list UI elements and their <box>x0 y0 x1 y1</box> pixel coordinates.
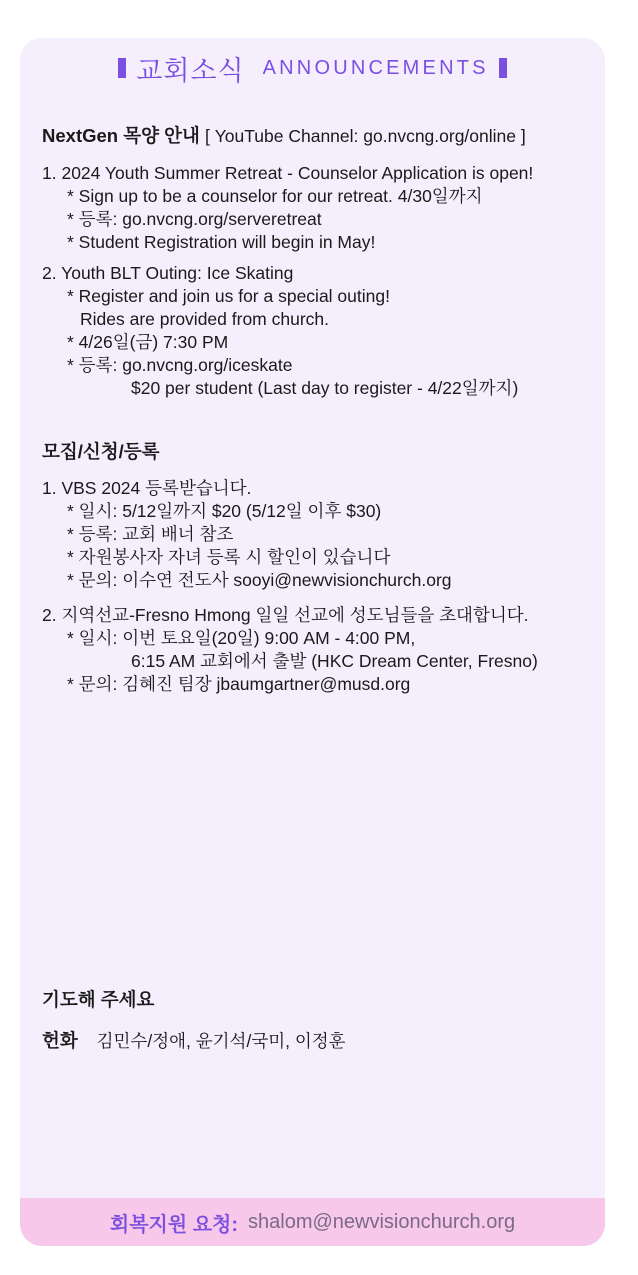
header-left-bar <box>118 58 126 78</box>
youtube-channel: [ YouTube Channel: go.nvcng.org/online ] <box>204 126 526 146</box>
nextgen-item-2-sub-2: Rides are provided from church. <box>80 309 329 329</box>
header-title-ko: 교회소식 <box>136 55 245 86</box>
header-title-en: ANNOUNCEMENTS <box>262 56 489 79</box>
nextgen-item-2: 2. Youth BLT Outing: Ice Skating <box>42 263 294 283</box>
recovery-support-label: 회복지원 요청: <box>109 1213 239 1236</box>
recovery-support-email[interactable]: shalom@newvisionchurch.org <box>248 1210 516 1233</box>
offering-label: 헌화 <box>42 1030 78 1051</box>
recruit-item-1-sub-3: * 자원봉사자 자녀 등록 시 할인이 있습니다 <box>67 547 391 567</box>
header-right-bar <box>499 58 507 78</box>
nextgen-item-2-sub-4: * 등록: go.nvcng.org/iceskate <box>67 355 293 375</box>
recruit-item-1-sub-1: * 일시: 5/12일까지 $20 (5/12일 이후 $30) <box>67 501 382 521</box>
prayer-title: 기도해 주세요 <box>42 989 155 1010</box>
announcements-content <box>42 124 602 1053</box>
nextgen-item-1-sub-3: * Student Registration will begin in May! <box>67 232 376 252</box>
announcements-card <box>20 38 605 1246</box>
recruit-item-1: 1. VBS 2024 등록받습니다. <box>42 478 252 498</box>
recruit-title: 모집/신청/등록 <box>42 441 160 462</box>
nextgen-item-1-sub-1: * Sign up to be a counselor for our retreat. 4/30일까지 <box>67 186 483 206</box>
recruit-section <box>42 440 602 696</box>
recruit-item-2-sub-2: 6:15 AM 교회에서 출발 (HKC Dream Center, Fresno) <box>131 651 538 671</box>
nextgen-item-2-sub-1: * Register and join us for a special outing! <box>67 286 390 306</box>
nextgen-section <box>42 124 602 400</box>
nextgen-item-1: 1. 2024 Youth Summer Retreat - Counselor Application is open! <box>42 163 534 183</box>
nextgen-title <box>42 124 602 148</box>
nextgen-item-2-sub-3: * 4/26일(금) 7:30 PM <box>67 332 229 352</box>
offering-names: 김민수/정애, 윤기석/국미, 이정훈 <box>96 1031 346 1051</box>
offering-line <box>42 1029 602 1053</box>
nextgen-item-2-sub-5: $20 per student (Last day to register - 4/22일까지) <box>131 378 519 398</box>
recruit-item-2: 2. 지역선교-Fresno Hmong 일일 선교에 성도님들을 초대합니다. <box>42 605 529 625</box>
nextgen-item-1-sub-2: * 등록: go.nvcng.org/serveretreat <box>67 209 322 229</box>
recruit-item-2-sub-1: * 일시: 이번 토요일(20일) 9:00 AM - 4:00 PM, <box>67 628 416 648</box>
recruit-item-2-sub-3: * 문의: 김혜진 팀장 jbaumgartner@musd.org <box>67 674 411 694</box>
recruit-item-1-sub-4: * 문의: 이수연 전도사 sooyi@newvisionchurch.org <box>67 570 452 590</box>
recovery-support-footer <box>20 1198 605 1246</box>
recruit-item-1-sub-2: * 등록: 교회 배너 참조 <box>67 524 234 544</box>
nextgen-heading: NextGen 목양 안내 <box>42 125 200 146</box>
announcements-header <box>20 46 605 90</box>
